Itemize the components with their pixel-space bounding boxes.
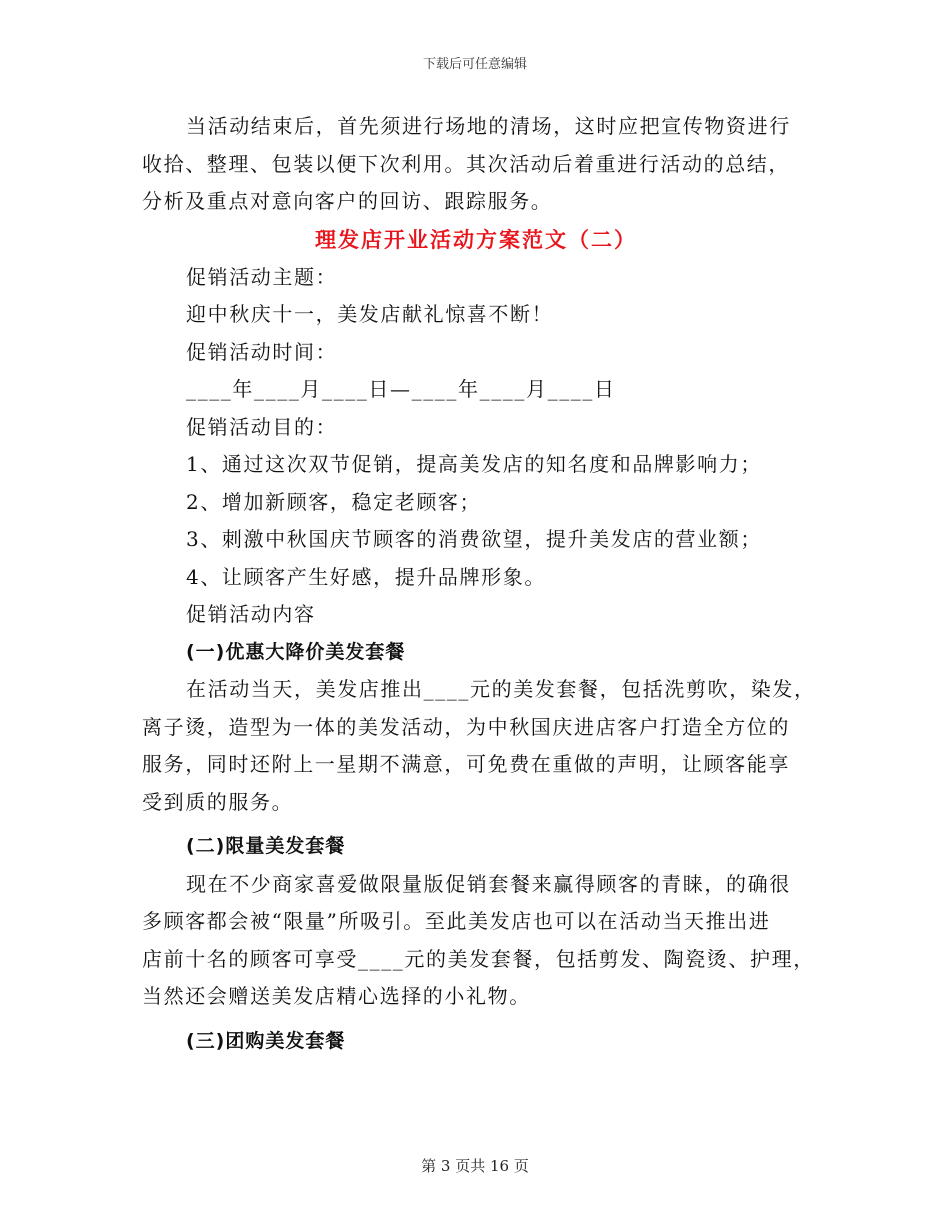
goal-item: 4、让顾客产生好感，提升品牌形象。: [186, 564, 546, 589]
paragraph-line: 当然还会赠送美发店精心选择的小礼物。: [142, 984, 531, 1008]
paragraph-line: 受到质的服务。: [142, 789, 294, 814]
time-label: 促销活动时间：: [186, 339, 338, 364]
paragraph-line: 当活动结束后，首先须进行场地的清场，这时应把宣传物资进行: [186, 114, 791, 138]
item3-heading: (三)团购美发套餐: [186, 1029, 346, 1052]
goal-item: 2、增加新顾客，稳定老顾客；: [186, 489, 482, 514]
paragraph-line: 多顾客都会被“限量”所吸引。至此美发店也可以在活动当天推出进: [142, 909, 771, 933]
section-title: 理发店开业活动方案范文（二）: [315, 226, 637, 252]
goal-item: 1、通过这次双节促销，提高美发店的知名度和品牌影响力；: [186, 452, 762, 476]
paragraph-line: 店前十名的顾客可享受____元的美发套餐，包括剪发、陶瓷烫、护理，: [142, 946, 815, 971]
paragraph-line: 收拾、整理、包装以便下次利用。其次活动后着重进行活动的总结，: [142, 151, 790, 176]
paragraph-line: 在活动当天，美发店推出____元的美发套餐，包括洗剪吹，染发，: [186, 677, 816, 701]
goal-item: 3、刺激中秋国庆节顾客的消费欲望，提升美发店的营业额；: [186, 527, 762, 551]
item1-heading: (一)优惠大降价美发套餐: [186, 640, 406, 663]
content-label: 促销活动内容: [186, 602, 316, 626]
paragraph-line: 分析及重点对意向客户的回访、跟踪服务。: [142, 189, 553, 213]
goal-label: 促销活动目的：: [186, 414, 338, 439]
paragraph-line: 现在不少商家喜爱做限量版促销套餐来赢得顾客的青睐，的确很: [186, 871, 791, 896]
time-text: ____年____月____日—____年____月____日: [186, 377, 616, 401]
page-number: 第 3 页共 16 页: [421, 1157, 529, 1175]
document-body: [142, 108, 816, 1060]
page-header-note: 下载后可任意编辑: [422, 57, 527, 72]
theme-text: 迎中秋庆十一，美发店献礼惊喜不断！: [186, 302, 554, 326]
paragraph-line: 服务，同时还附上一星期不满意，可免费在重做的声明，让顾客能享: [142, 752, 790, 776]
item2-heading: (二)限量美发套餐: [186, 835, 346, 857]
theme-label: 促销活动主题：: [186, 264, 338, 289]
paragraph-line: 离子烫，造型为一体的美发活动，为中秋国庆进店客户打造全方位的: [142, 714, 790, 739]
